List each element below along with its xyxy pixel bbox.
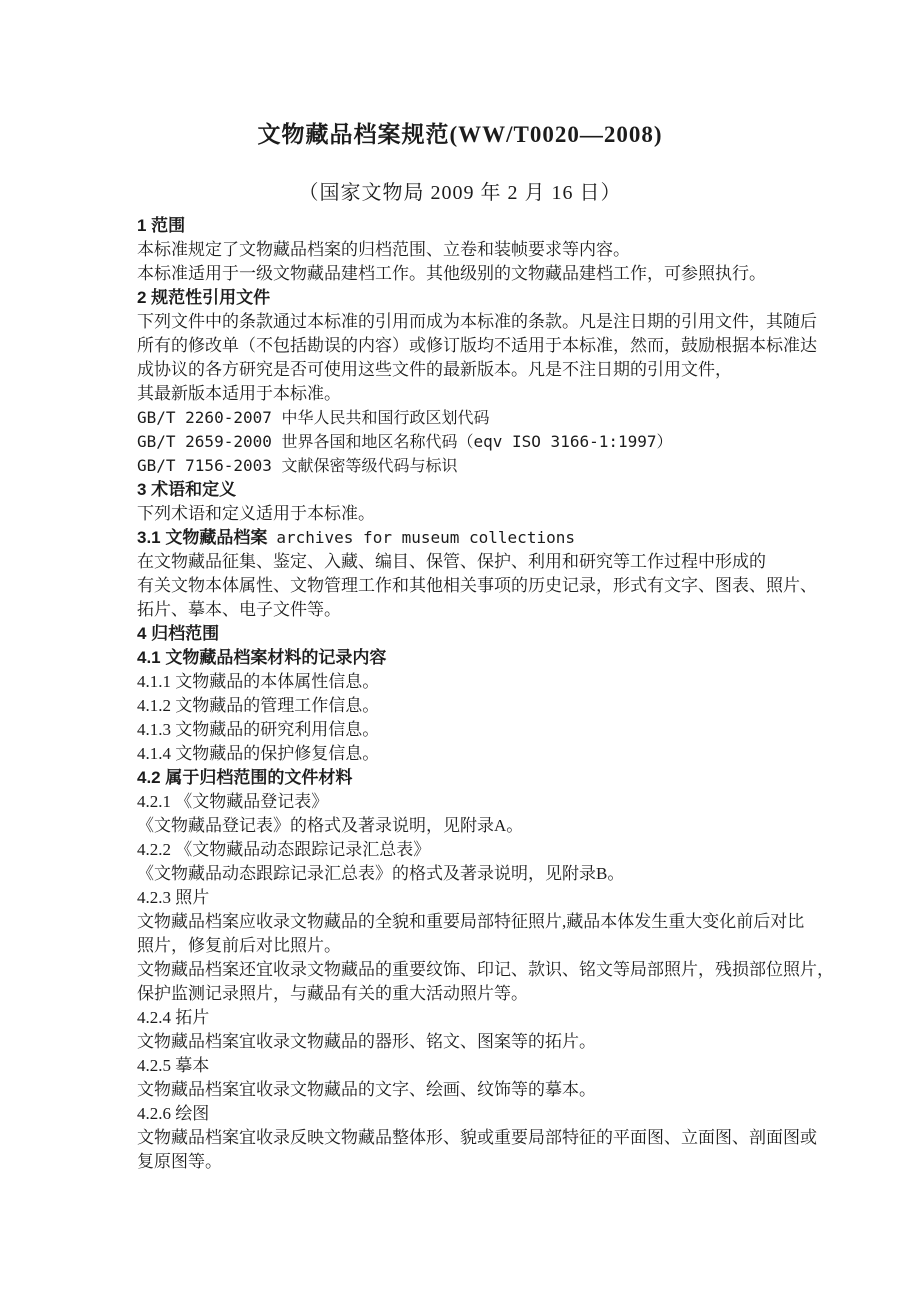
text-line: 《文物藏品动态跟踪记录汇总表》的格式及著录说明，见附录B。 [137,864,625,883]
text-line: 在文物藏品征集、鉴定、入藏、编目、保管、保护、利用和研究等工作过程中形成的 [137,552,766,571]
section-heading: 4 归档范围 [137,624,220,643]
sub-clause-line: 4.2.4 拓片 [137,1008,210,1027]
text-line: 文物藏品档案宜收录文物藏品的文字、绘画、纹饰等的摹本。 [137,1080,596,1099]
sub-clause-line: 4.1.1 文物藏品的本体属性信息。 [137,672,380,691]
text-line: 其最新版本适用于本标准。 [137,384,341,403]
text-line: 下列文件中的条款通过本标准的引用而成为本标准的条款。凡是注日期的引用文件，其随后 [137,312,817,331]
sub-clause-line: 4.1.3 文物藏品的研究利用信息。 [137,720,380,739]
document-subtitle: （国家文物局 2009 年 2 月 16 日） [298,182,622,204]
text-line: 文物藏品档案还宜收录文物藏品的重要纹饰、印记、款识、铭文等局部照片，残损部位照片， [137,960,834,979]
sub-clause-line: 4.1.2 文物藏品的管理工作信息。 [137,696,380,715]
sub-clause-line: 4.2.1 《文物藏品登记表》 [137,792,329,811]
section-heading: 1 范围 [137,216,186,235]
section-heading: 4.1 文物藏品档案材料的记录内容 [137,648,387,667]
text-line: 照片，修复前后对比照片。 [137,936,341,955]
gb-reference-line: GB/T 2260-2007 中华人民共和国行政区划代码 [137,408,490,427]
text-line: 文物藏品档案应收录文物藏品的全貌和重要局部特征照片,藏品本体发生重大变化前后对比 [137,912,805,931]
text-line: 本标准规定了文物藏品档案的归档范围、立卷和装帧要求等内容。 [137,240,630,259]
text-line: 下列术语和定义适用于本标准。 [137,504,375,523]
document-body [137,214,837,1174]
text-line: 文物藏品档案宜收录反映文物藏品整体形、貌或重要局部特征的平面图、立面图、剖面图或 [137,1128,817,1147]
sub-clause-line: 4.1.4 文物藏品的保护修复信息。 [137,744,380,763]
text-line: 《文物藏品登记表》的格式及著录说明，见附录A。 [137,816,524,835]
section-heading: 3 术语和定义 [137,480,237,499]
sub-clause-line: 4.2.3 照片 [137,888,210,907]
gb-reference-line: GB/T 2659-2000 世界各国和地区名称代码（eqv ISO 3166-1:1997） [137,432,673,451]
document-title: 文物藏品档案规范(WW/T0020—2008) [257,122,663,147]
text-line: 所有的修改单（不包括勘误的内容）或修订版均不适用于本标准，然而，鼓励根据本标准达 [137,336,817,355]
sub-clause-line: 4.2.2 《文物藏品动态跟踪记录汇总表》 [137,840,431,859]
gb-reference-line: GB/T 7156-2003 文献保密等级代码与标识 [137,456,458,475]
text-line: 拓片、摹本、电子文件等。 [137,600,341,619]
section-heading: 2 规范性引用文件 [137,288,271,307]
text-line: 文物藏品档案宜收录文物藏品的器形、铭文、图案等的拓片。 [137,1032,596,1051]
text-line: 本标准适用于一级文物藏品建档工作。其他级别的文物藏品建档工作，可参照执行。 [137,264,766,283]
sub-clause-line: 4.2.5 摹本 [137,1056,210,1075]
term-heading [137,526,837,550]
sub-clause-line: 4.2.6 绘图 [137,1104,210,1123]
text-line: 有关文物本体属性、文物管理工作和其他相关事项的历史记录，形式有文字、图表、照片、 [137,576,817,595]
term-heading-chinese: 3.1 文物藏品档案 [137,528,268,547]
text-line: 成协议的各方研究是否可使用这些文件的最新版本。凡是不注日期的引用文件， [137,360,732,379]
term-heading-english: archives for museum collections [276,528,575,547]
section-heading: 4.2 属于归档范围的文件材料 [137,768,353,787]
text-line: 保护监测记录照片，与藏品有关的重大活动照片等。 [137,984,528,1003]
text-line: 复原图等。 [137,1152,222,1171]
